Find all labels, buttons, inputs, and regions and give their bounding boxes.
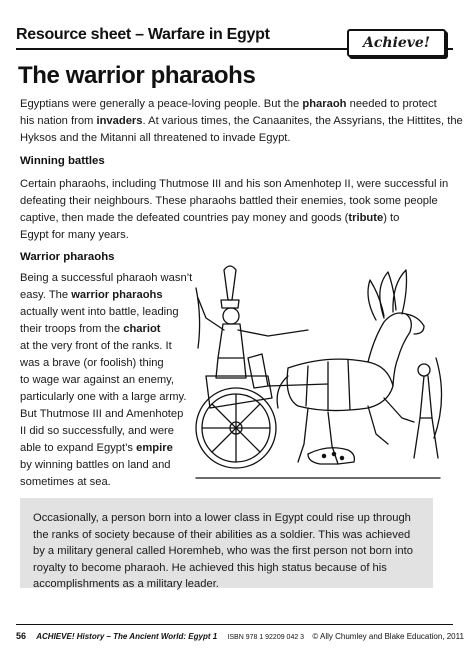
crown-shape xyxy=(224,266,236,300)
section2-line-11 xyxy=(20,442,173,454)
pharaoh-kilt xyxy=(216,358,246,378)
section1-text: captive, then made the defeated countries pay money and goods ( xyxy=(20,212,349,224)
horse-neck xyxy=(368,313,411,386)
section1-line-3 xyxy=(20,212,399,224)
section2-line-10: II did so successfully, and were xyxy=(20,425,175,437)
intro-text: Egyptians were generally a peace-loving people. But the xyxy=(20,98,303,110)
intro-text: his nation from xyxy=(20,115,97,127)
section1-line-4: Egypt for many years. xyxy=(20,229,129,241)
horse-plume xyxy=(393,270,407,314)
horse-leg xyxy=(298,408,308,462)
chariot-body xyxy=(206,376,272,408)
section1-text: ) to xyxy=(383,212,400,224)
keyword-tribute: tribute xyxy=(348,212,384,224)
pharaoh-arm-reins xyxy=(238,330,308,336)
horse-leg xyxy=(328,412,338,464)
footer-rule xyxy=(16,624,453,625)
header-title: Resource sheet – Warfare in Egypt xyxy=(16,26,270,43)
intro-line-2 xyxy=(20,115,463,127)
copyright: © Ally Chumley and Blake Education, 2011 xyxy=(312,632,464,641)
keyword-warrior-pharaohs: warrior pharaohs xyxy=(71,289,163,301)
dog-spot xyxy=(332,452,335,455)
section2-line-7: to wage war against an enemy, xyxy=(20,374,175,386)
section-heading-warrior-pharaohs: Warrior pharaohs xyxy=(20,251,115,263)
intro-text: . At various times, the Canaanites, the Assyrians, the Hittites, the xyxy=(142,115,463,127)
enemy-head xyxy=(418,364,430,376)
horse-tail xyxy=(277,376,288,408)
section-heading-winning-battles: Winning battles xyxy=(20,155,105,167)
keyword-empire: empire xyxy=(136,442,173,454)
crown-band xyxy=(221,300,239,308)
section2-line-2 xyxy=(20,289,163,301)
section2-text: able to expand Egypt’s xyxy=(20,442,137,454)
keyword-invaders: invaders xyxy=(96,115,143,127)
isbn: ISBN 978 1 92209 042 3 xyxy=(227,634,305,641)
hunting-dog xyxy=(308,448,354,464)
keyword-chariot: chariot xyxy=(123,323,161,335)
enemy-body xyxy=(420,376,432,418)
section1-line-2: defeating their neighbours. These pharaohs battled their enemies, took some people xyxy=(20,195,438,207)
section2-line-9: But Thutmose III and Amenhotep xyxy=(20,408,184,420)
horse-leg xyxy=(368,406,388,444)
series-title: ACHIEVE! History – The Ancient World: Egypt 1 xyxy=(36,632,218,641)
page-number: 56 xyxy=(16,631,27,641)
section2-line-12: by winning battles on land and xyxy=(20,459,171,471)
section2-line-1: Being a successful pharaoh wasn’t xyxy=(20,272,193,284)
dog-spot xyxy=(322,454,325,457)
quiver xyxy=(248,354,268,388)
section1-line-1: Certain pharaohs, including Thutmose III and his son Amenhotep II, were successful in xyxy=(20,178,449,190)
section2-line-5: at the very front of the ranks. It xyxy=(20,340,172,352)
horse-leg xyxy=(384,398,414,422)
intro-text: needed to protect xyxy=(346,98,437,110)
keyword-pharaoh: pharaoh xyxy=(302,98,347,110)
section2-line-4 xyxy=(20,323,161,335)
section2-text: easy. The xyxy=(20,289,72,301)
pharaoh-chariot-illustration xyxy=(188,258,448,486)
intro-line-1 xyxy=(20,98,437,110)
horse-plume xyxy=(368,280,384,320)
pharaoh-head xyxy=(223,308,239,324)
callout-text: Occasionally, a person born into a lower class in Egypt could rise up through the ranks of society because of their abilities as a soldier. This was achieved by a military general called Horemheb, who was the first person not born into royalty to become pharaoh. He achieved this high status because of his accomplishments as a military leader. xyxy=(33,512,413,590)
section2-line-8: particularly one with a large army. xyxy=(20,391,187,403)
intro-line-3: Hyksos and the Mitanni all threatened to invade Egypt. xyxy=(20,132,291,144)
chariot-pole xyxy=(268,384,328,386)
pharaoh-arm-raised xyxy=(198,298,224,330)
section2-line-3: actually went into battle, leading xyxy=(20,306,179,318)
callout-box xyxy=(20,498,433,588)
enemy-bow xyxy=(434,358,442,438)
pharaoh-bow xyxy=(196,288,200,348)
page-title: The warrior pharaohs xyxy=(18,62,256,89)
dog-spot xyxy=(340,456,343,459)
section2-line-13: sometimes at sea. xyxy=(20,476,111,488)
section2-text: their troops from the xyxy=(20,323,124,335)
section2-line-6: was a brave (or foolish) thing xyxy=(20,357,164,369)
caparison-stripe xyxy=(348,360,350,410)
caparison-stripe xyxy=(306,366,308,406)
achieve-badge: Achieve! xyxy=(347,29,446,57)
page-footer xyxy=(16,631,464,641)
